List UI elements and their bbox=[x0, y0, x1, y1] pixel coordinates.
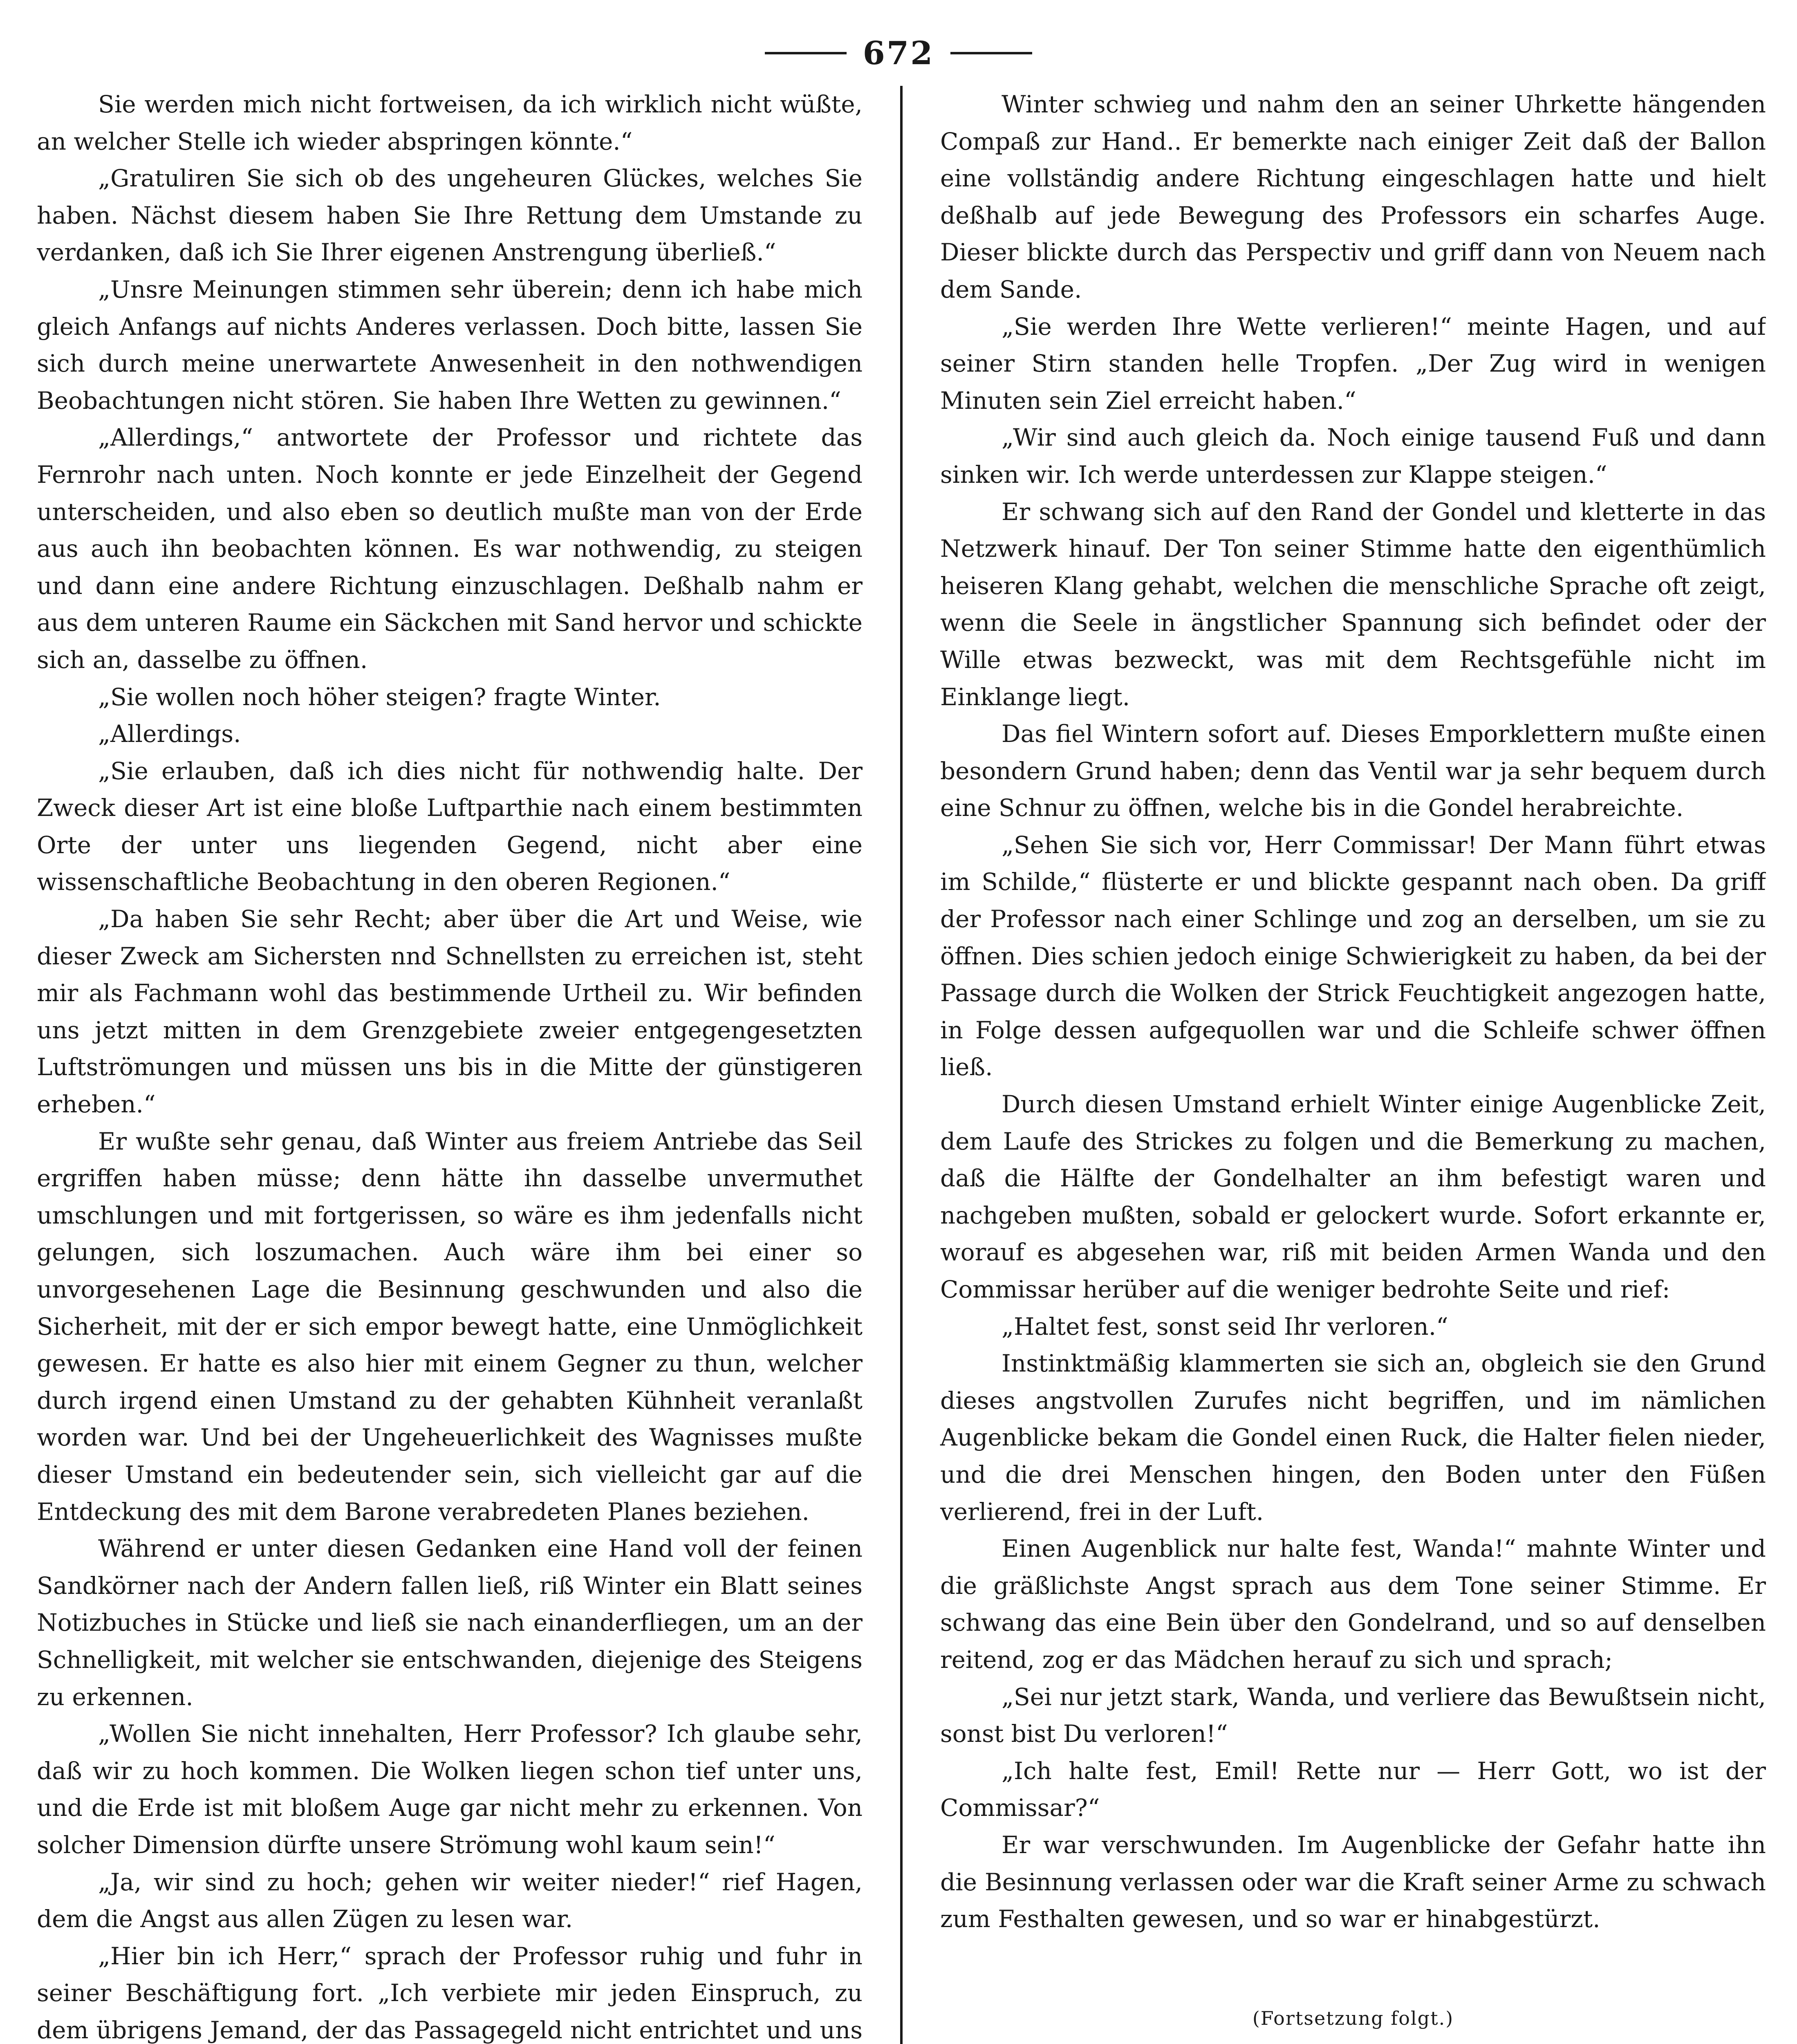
left-column bbox=[37, 86, 879, 2044]
column-divider bbox=[900, 86, 903, 2044]
paragraph: „Wollen Sie nicht innehalten, Herr Professor? Ich glaube sehr, daß wir zu hoch kommen. Die Wolken liegen schon tief unter uns, und die Erde ist mit bloßem Auge gar nicht mehr zu erkennen. Von solcher Dimension dürfte unsere Strömung wohl kaum sein!“ bbox=[37, 1720, 863, 1859]
paragraph: Einen Augenblick nur halte fest, Wanda!“ mahnte Winter und die gräßlichste Angst sprach aus dem Tone seiner Stimme. Er schwang das eine Bein über den Gondelrand, und so auf denselben reitend, zog er das Mädchen herauf zu sich und sprach; bbox=[940, 1535, 1766, 1674]
header-rule-left bbox=[765, 52, 847, 54]
paragraph: „Ja, wir sind zu hoch; gehen wir weiter nieder!“ rief Hagen, dem die Angst aus allen Zügen zu lesen war. bbox=[37, 1868, 863, 1933]
continuation-note: (Fortsetzung folgt.) bbox=[1252, 2007, 1454, 2029]
paragraph: Durch diesen Umstand erhielt Winter einige Augenblicke Zeit, dem Laufe des Strickes zu folgen und die Bemerkung zu machen, daß die Hälfte der Gondelhalter an ihm befestigt waren und nachgeben mußten, sobald er gelockert wurde. Sofort erkannte er, worauf es abgesehen war, riß mit beiden Armen Wanda und den Commissar herüber auf die weniger bedrohte Seite und rief: bbox=[940, 1090, 1766, 1303]
paragraph: „Hier bin ich Herr,“ sprach der Professor ruhig und fuhr in seiner Beschäftigung fort. „Ich verbiete mir jeden Einspruch, zu dem übrigens Jemand, der das Passagegeld nicht entrichtet und uns bbox=[37, 1942, 863, 2044]
text-columns bbox=[37, 86, 1766, 2044]
paragraph: „Da haben Sie sehr Recht; aber über die Art und Weise, wie dieser Zweck am Sichersten nnd Schnellsten zu erreichen ist, steht mir als Fachmann wohl das bestimmende Urtheil zu. Wir befinden uns jetzt mitten in dem Grenzgebiete zweier entgegengesetzten Luftströmungen und müssen uns bis in die Mitte der günstigeren erheben.“ bbox=[37, 905, 863, 1118]
paragraph: Das fiel Wintern sofort auf. Dieses Emporklettern mußte einen besondern Grund haben; denn das Ventil war ja sehr bequem durch eine Schnur zu öffnen, welche bis in die Gondel herabreichte. bbox=[940, 720, 1766, 822]
paragraph: Er war verschwunden. Im Augenblicke der Gefahr hatte ihn die Besinnung verlassen oder war die Kraft seiner Arme zu schwach zum Festhalten gewesen, und so war er hinabgestürzt. bbox=[940, 1831, 1766, 1933]
paragraph: „Sie erlauben, daß ich dies nicht für nothwendig halte. Der Zweck dieser Art ist eine bloße Luftparthie nach einem bestimmten Orte der unter uns liegenden Gegend, nicht aber eine wissenschaftliche Beobachtung in den oberen Regionen.“ bbox=[37, 757, 863, 896]
paragraph: „Wir sind auch gleich da. Noch einige tausend Fuß und dann sinken wir. Ich werde unterdessen zur Klappe steigen.“ bbox=[940, 424, 1766, 489]
paragraph: „Allerdings,“ antwortete der Professor und richtete das Fernrohr nach unten. Noch konnte er jede Einzelheit der Gegend unterscheiden, und also eben so deutlich mußte man von der Erde aus auch ihn beobachten können. Es war nothwendig, zu steigen und dann eine andere Richtung einzuschlagen. Deßhalb nahm er aus dem unteren Raume ein Säckchen mit Sand hervor und schickte sich an, dasselbe zu öffnen. bbox=[37, 424, 863, 674]
paragraph: Winter schwieg und nahm den an seiner Uhrkette hängenden Compaß zur Hand.. Er bemerkte nach einiger Zeit daß der Ballon eine vollständig andere Richtung eingeschlagen hatte und hielt deßhalb auf jede Bewegung des Professors ein scharfes Auge. Dieser blickte durch das Perspectiv und griff dann von Neuem nach dem Sande. bbox=[940, 90, 1766, 303]
paragraph: Während er unter diesen Gedanken eine Hand voll der feinen Sandkörner nach der Andern fallen ließ, riß Winter ein Blatt seines Notizbuches in Stücke und ließ sie nach einanderfliegen, um an der Schnelligkeit, mit welcher sie entschwanden, diejenige des Steigens zu erkennen. bbox=[37, 1535, 863, 1711]
paragraph: Instinktmäßig klammerten sie sich an, obgleich sie den Grund dieses angstvollen Zurufes nicht begriffen, und im nämlichen Augenblicke bekam die Gondel einen Ruck, die Halter fielen nieder, und die drei Menschen hingen, den Boden unter den Füßen verlierend, frei in der Luft. bbox=[940, 1349, 1766, 1526]
page-number: 672 bbox=[863, 34, 934, 72]
paragraph: „Unsre Meinungen stimmen sehr überein; denn ich habe mich gleich Anfangs auf nichts Anderes verlassen. Doch bitte, lassen Sie sich durch meine unerwartete Anwesenheit in den nothwendigen Beobachtungen nicht stören. Sie haben Ihre Wetten zu gewinnen.“ bbox=[37, 275, 863, 415]
paragraph: Sie werden mich nicht fortweisen, da ich wirklich nicht wüßte, an welcher Stelle ich wieder abspringen könnte.“ bbox=[37, 90, 863, 155]
paragraph: „Haltet fest, sonst seid Ihr verloren.“ bbox=[1002, 1312, 1448, 1340]
paragraph: „Sehen Sie sich vor, Herr Commissar! Der Mann führt etwas im Schilde,“ flüsterte er und blickte gespannt nach oben. Da griff der Professor nach einer Schlinge und zog an derselben, um sie zu öffnen. Dies schien jedoch einige Schwierigkeit zu haben, da bei der Passage durch die Wolken der Strick Feuchtigkeit angezogen hatte, in Folge dessen aufgequollen war und die Schleife schwer öffnen ließ. bbox=[940, 831, 1766, 1081]
header-rule-right bbox=[950, 52, 1032, 54]
paragraph: „Sie werden Ihre Wette verlieren!“ meinte Hagen, und auf seiner Stirn standen helle Tropfen. „Der Zug wird in wenigen Minuten sein Ziel erreicht haben.“ bbox=[940, 312, 1766, 415]
right-column-paragraphs bbox=[940, 86, 1766, 1938]
paragraph: Er schwang sich auf den Rand der Gondel und kletterte in das Netzwerk hinauf. Der Ton seiner Stimme hatte den eigenthümlich heiseren Klang gehabt, welchen die menschliche Sprache oft zeigt, wenn die Seele in ängstlicher Spannung sich befindet oder der Wille etwas bezweckt, was mit dem Rechtsgefühle nicht im Einklange liegt. bbox=[940, 498, 1766, 711]
page-header bbox=[0, 29, 1797, 78]
right-column bbox=[924, 86, 1766, 2044]
paragraph: „Allerdings. bbox=[98, 720, 241, 748]
paragraph: „Gratuliren Sie sich ob des ungeheuren Glückes, welches Sie haben. Nächst diesem haben Sie Ihre Rettung dem Umstande zu verdanken, daß ich Sie Ihrer eigenen Anstrengung überließ.“ bbox=[37, 164, 863, 267]
paragraph: „Sei nur jetzt stark, Wanda, und verliere das Bewußtsein nicht, sonst bist Du verloren!“ bbox=[940, 1683, 1766, 1748]
paragraph: „Ich halte fest, Emil! Rette nur — Herr Gott, wo ist der Commissar?“ bbox=[940, 1757, 1766, 1822]
paragraph: Er wußte sehr genau, daß Winter aus freiem Antriebe das Seil ergriffen haben müsse; denn hätte ihn dasselbe unvermuthet umschlungen und mit fortgerissen, so wäre es ihm jedenfalls nicht gelungen, sich loszumachen. Auch wäre ihm bei einer so unvorgesehenen Lage die Besinnung geschwunden und also die Sicherheit, mit der er sich empor bewegt hatte, eine Unmöglichkeit gewesen. Er hatte es also hier mit einem Gegner zu thun, welcher durch irgend einen Umstand zu der gehabten Kühnheit veranlaßt worden war. Und bei der Ungeheuerlichkeit des Wagnisses mußte dieser Umstand ein bedeutender sein, sich vielleicht gar auf die Entdeckung des mit dem Barone verabredeten Planes beziehen. bbox=[37, 1127, 863, 1526]
paragraph: „Sie wollen noch höher steigen? fragte Winter. bbox=[98, 683, 661, 711]
